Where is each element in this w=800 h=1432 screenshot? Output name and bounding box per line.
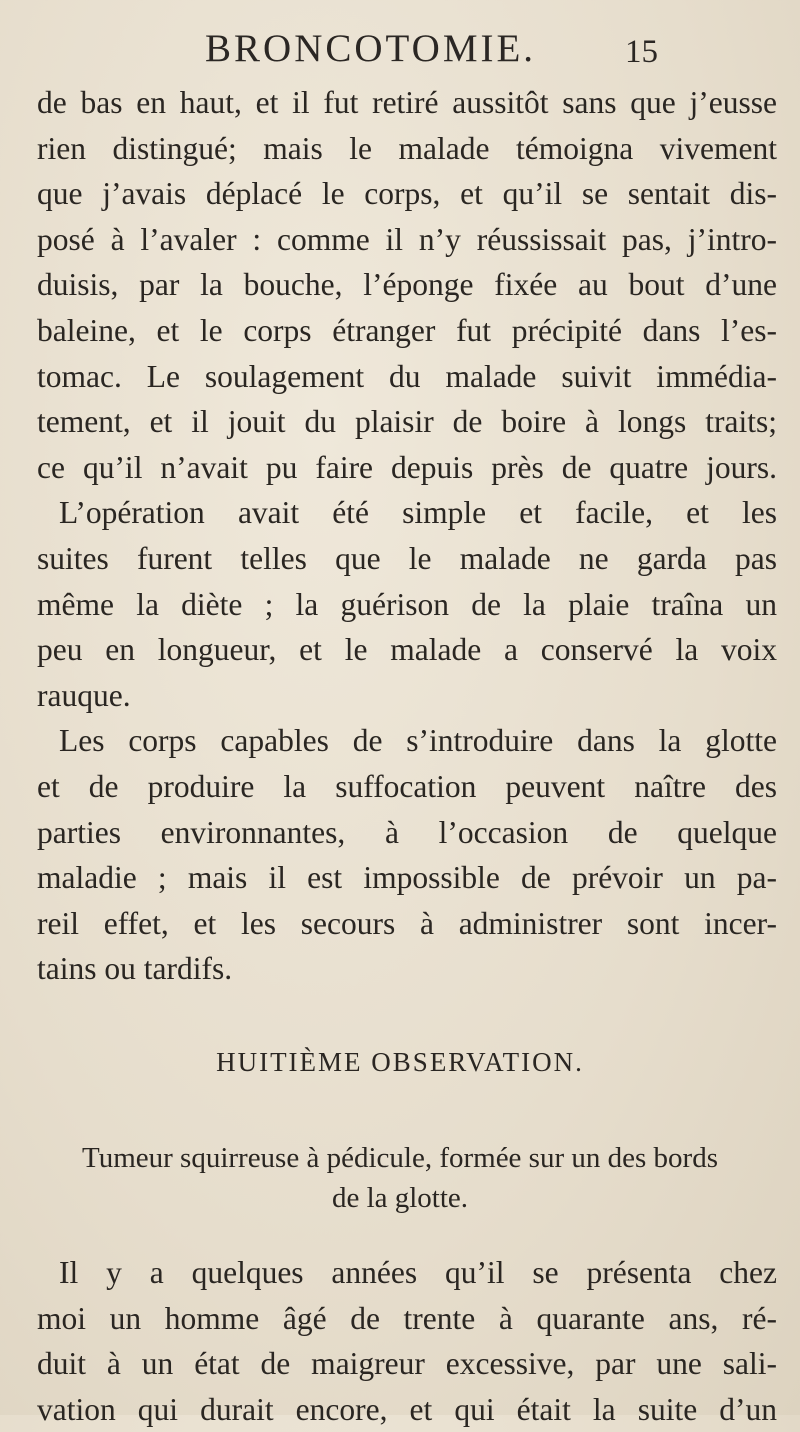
text-line: Les corps capables de s’introduire dans la glotte <box>59 723 777 759</box>
text-line: de bas en haut, et il fut retiré aussitôt sans que j’eusse <box>37 85 777 120</box>
section-subtitle <box>0 1138 800 1218</box>
text-line: suites furent telles que le malade ne garda pas <box>37 540 777 576</box>
text-line: vation qui durait encore, et qui était la suite d’un <box>37 1391 777 1427</box>
text-line: parties environnantes, à l’occasion de quelque <box>37 814 777 850</box>
section-heading: HUITIÈME OBSERVATION. <box>216 1047 584 1077</box>
text-line: L’opération avait été simple et facile, et les <box>59 495 777 531</box>
text-line: Il y a quelques années qu’il se présenta chez <box>59 1255 777 1290</box>
body-text <box>37 80 777 992</box>
text-line: tement, et il jouit du plaisir de boire à longs traits; <box>37 404 777 440</box>
observation-text <box>37 1250 777 1432</box>
text-line: duisis, par la bouche, l’éponge fixée au bout d’une <box>37 267 777 303</box>
text-line: rauque. <box>37 677 131 713</box>
text-line: rien distingué; mais le malade témoigna vivement <box>37 130 777 166</box>
text-line: et de produire la suffocation peuvent naître des <box>37 768 777 804</box>
text-line: maladie ; mais il est impossible de prévoir un pa- <box>37 860 777 896</box>
text-line: reil effet, et les secours à administrer sont incer- <box>37 905 777 941</box>
text-line: moi un homme âgé de trente à quarante ans, ré- <box>37 1300 777 1336</box>
text-line: tomac. Le soulagement du malade suivit immédia- <box>37 358 777 394</box>
text-line: même la diète ; la guérison de la plaie traîna un <box>37 586 777 622</box>
text-line: que j’avais déplacé le corps, et qu’il se sentait dis- <box>37 176 777 212</box>
subtitle-line: Tumeur squirreuse à pédicule, formée sur un des bords <box>82 1142 718 1174</box>
text-line: posé à l’avaler : comme il n’y réussissait pas, j’intro- <box>37 221 777 257</box>
page-number: 15 <box>625 34 658 70</box>
text-line: ce qu’il n’avait pu faire depuis près de quatre jours. <box>37 449 777 485</box>
page-header <box>0 20 800 80</box>
text-line: baleine, et le corps étranger fut précipité dans l’es- <box>37 312 777 348</box>
subtitle-line: de la glotte. <box>331 1182 469 1214</box>
text-line: peu en longueur, et le malade a conservé la voix <box>37 632 777 668</box>
text-line: tains ou tardifs. <box>37 951 233 987</box>
text-line: duit à un état de maigreur excessive, par une sali- <box>37 1346 777 1382</box>
running-title: BRONCOTOMIE. <box>205 27 537 70</box>
